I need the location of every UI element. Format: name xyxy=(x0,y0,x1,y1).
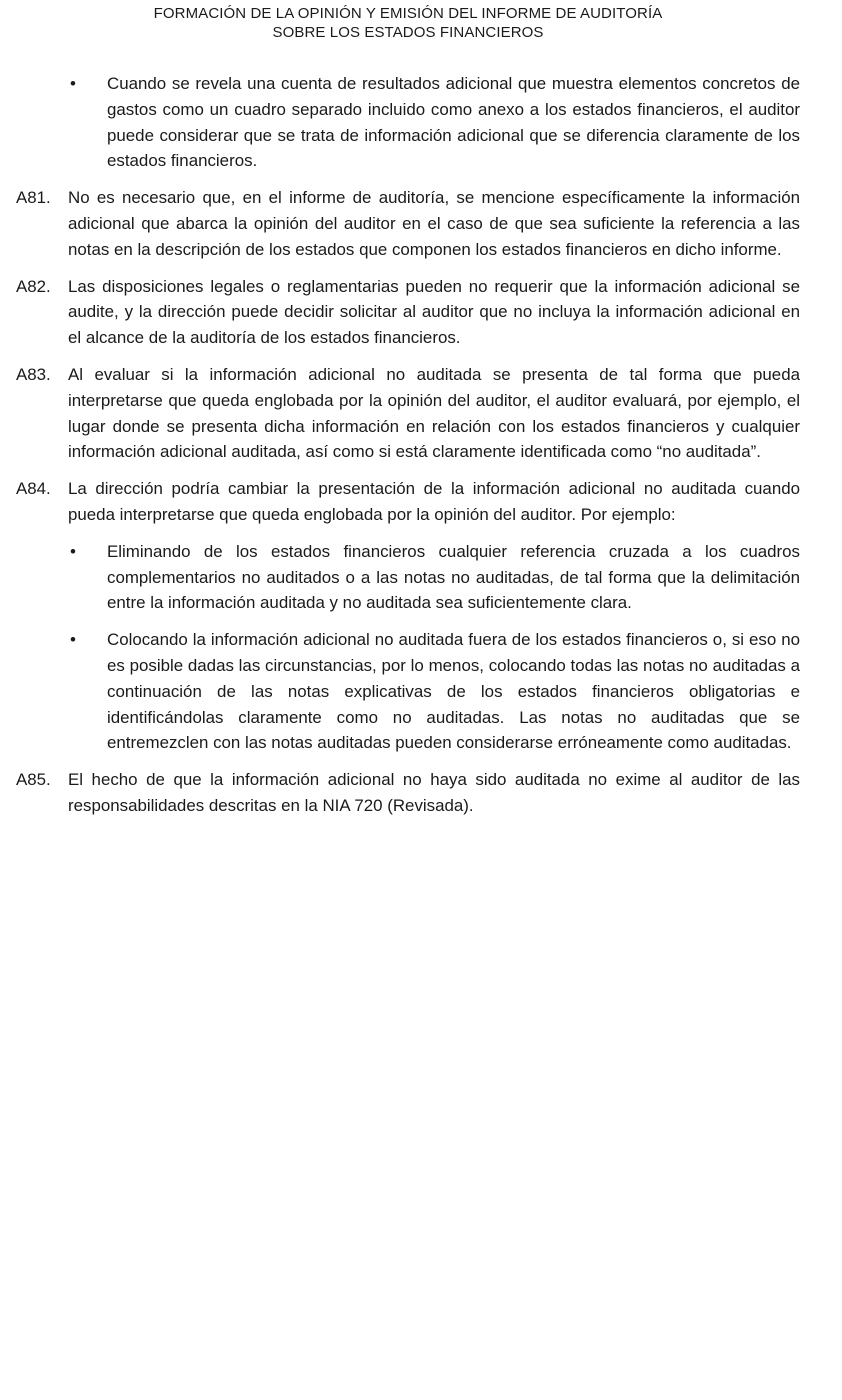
page-header xyxy=(0,4,816,42)
paragraph-a82 xyxy=(0,274,800,351)
bullet-text: Eliminando de los estados financieros cualquier referencia cruzada a los cuadros complementarios no auditados o a las notas no auditadas, de tal forma que la delimitación entre la información auditada y no auditada sea suficientemente clara. xyxy=(107,541,800,613)
paragraph-number: A81. xyxy=(16,188,51,208)
paragraph-a81 xyxy=(0,185,800,262)
bullet-text: Colocando la información adicional no auditada fuera de los estados financieros o, si eso no es posible dadas las circunstancias, por lo menos, colocando todas las notas no auditadas a continuación de las notas explicativas de los estados financieros obligatorias e identificándolas claramente como no auditadas. Las notas no auditadas que se entremezclen con las notas auditadas pueden considerarse erróneamente como auditadas. xyxy=(107,630,800,753)
bullet-item xyxy=(0,71,800,174)
bullet-text: Cuando se revela una cuenta de resultados adicional que muestra elementos concretos de gastos como un cuadro separado incluido como anexo a los estados financieros, el auditor puede considerar que se trata de información adicional que se diferencia claramente de los estados financieros. xyxy=(107,74,800,171)
paragraph-a85 xyxy=(0,767,800,819)
bullet-item xyxy=(0,539,800,616)
header-title-line1: FORMACIÓN DE LA OPINIÓN Y EMISIÓN DEL INFORME DE AUDITORÍA xyxy=(153,5,663,22)
paragraph-text: Las disposiciones legales o reglamentarias pueden no requerir que la información adicional se audite, y la dirección puede decidir solicitar al auditor que no incluya la información adicional en el alcance de la auditoría de los estados financieros. xyxy=(68,276,800,348)
paragraph-number: A83. xyxy=(16,364,51,384)
paragraph-number: A84. xyxy=(16,479,51,499)
paragraph-a83 xyxy=(0,362,800,465)
paragraph-text: Al evaluar si la información adicional no auditada se presenta de tal forma que pueda interpretarse que queda englobada por la opinión del auditor, el auditor evaluará, por ejemplo, el lugar donde se presenta dicha información en relación con los estados financieros y cualquier información adicional auditada, así como si está claramente identificada como “no auditada”. xyxy=(68,364,800,462)
bullet-icon: • xyxy=(70,541,76,561)
paragraph-a84 xyxy=(0,476,800,528)
document-body xyxy=(0,71,842,830)
paragraph-number: A85. xyxy=(16,770,51,790)
paragraph-text: No es necesario que, en el informe de auditoría, se mencione específicamente la información adicional que abarca la opinión del auditor en el caso de que sea suficiente la referencia a las notas en la descripción de los estados que componen los estados financieros en dicho informe. xyxy=(68,188,800,259)
bullet-icon: • xyxy=(70,630,76,650)
header-title-line2: SOBRE LOS ESTADOS FINANCIEROS xyxy=(272,24,544,41)
paragraph-text: El hecho de que la información adicional no haya sido auditada no exime al auditor de las responsabilidades descritas en la NIA 720 (Revisada). xyxy=(68,770,800,815)
paragraph-text: La dirección podría cambiar la presentación de la información adicional no auditada cuando pueda interpretarse que queda englobada por la opinión del auditor. Por ejemplo: xyxy=(68,479,800,524)
bullet-icon: • xyxy=(70,74,76,93)
bullet-item xyxy=(0,627,800,756)
paragraph-number: A82. xyxy=(16,276,51,296)
